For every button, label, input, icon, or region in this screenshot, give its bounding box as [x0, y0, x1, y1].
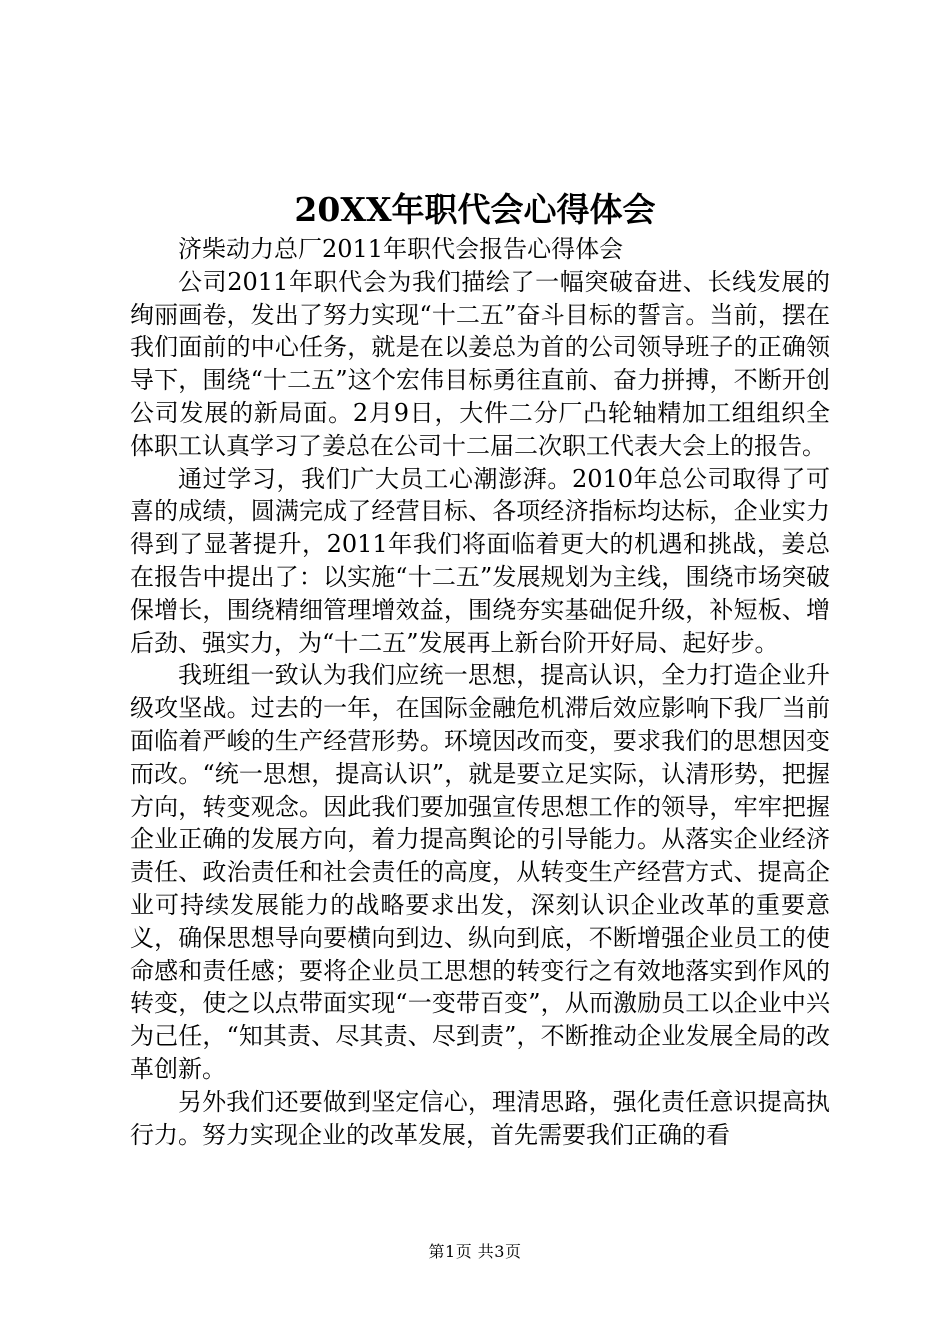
- document-body: [130, 233, 830, 1151]
- paragraph-2: 通过学习，我们广大员工心潮澎湃。2010年总公司取得了可喜的成绩，圆满完成了经营目标、各项经济指标均达标，企业实力得到了显著提升，2011年我们将面临着更大的机遇和挑战，姜总在报告中提出了：以实施“十二五”发展规划为主线，围绕市场突破保增长，围绕精细管理增效益，围绕夯实基础促升级，补短板、增后劲、强实力，为“十二五”发展再上新台阶开好局、起好步。: [130, 464, 830, 657]
- document-title: 20XX年职代会心得体会: [294, 190, 656, 229]
- paragraph-subtitle: 济柴动力总厂2011年职代会报告心得体会: [178, 235, 624, 263]
- paragraph-1: 公司2011年职代会为我们描绘了一幅突破奋进、长线发展的绚丽画卷，发出了努力实现“十二五”奋斗目标的誓言。当前，摆在我们面前的中心任务，就是在以姜总为首的公司领导班子的正确领导下，围绕“十二五”这个宏伟目标勇往直前、奋力拼搏，不断开创公司发展的新局面。2月9日，大件二分厂凸轮轴精加工组组织全体职工认真学习了姜总在公司十二届二次职工代表大会上的报告。: [130, 267, 830, 460]
- paragraph-4: 另外我们还要做到坚定信心，理清思路，强化责任意识提高执行力。努力实现企业的改革发展，首先需要我们正确的看: [130, 1087, 830, 1149]
- page-number-footer: 第1页 共3页: [428, 1242, 522, 1261]
- paragraph-3: 我班组一致认为我们应统一思想，提高认识，全力打造企业升级攻坚战。过去的一年，在国际金融危机滞后效应影响下我厂当前面临着严峻的生产经营形势。环境因改而变，要求我们的思想因变而改。“统一思想，提高认识”，就是要立足实际，认清形势，把握方向，转变观念。因此我们要加强宣传思想工作的领导，牢牢把握企业正确的发展方向，着力提高舆论的引导能力。从落实企业经济责任、政治责任和社会责任的高度，从转变生产经营方式、提高企业可持续发展能力的战略要求出发，深刻认识企业改革的重要意义，确保思想导向要横向到边、纵向到底，不断增强企业员工的使命感和责任感；要将企业员工思想的转变行之有效地落实到作风的转变，使之以点带面实现“一变带百变”，从而激励员工以企业中兴为己任，“知其责、尽其责、尽到责”，不断推动企业发展全局的改革创新。: [130, 661, 830, 1083]
